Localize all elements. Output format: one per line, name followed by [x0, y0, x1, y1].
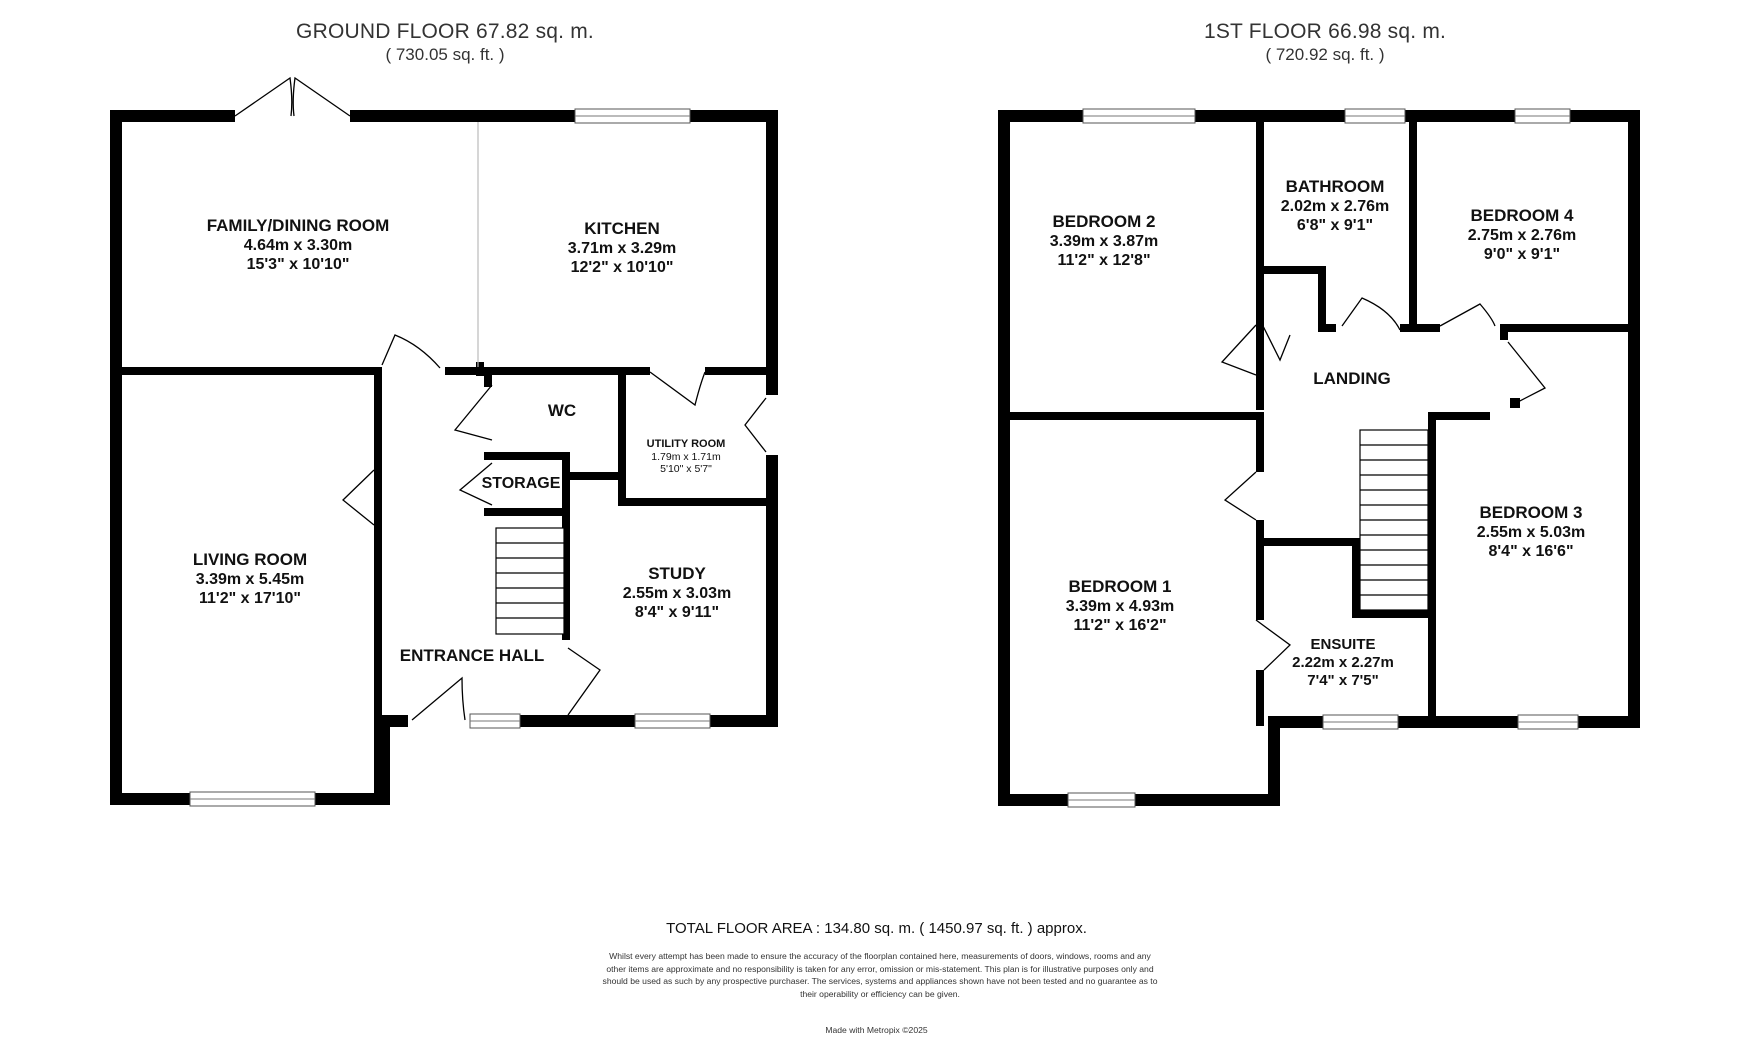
bedroom-3-imperial: 8'4" x 16'6": [1488, 543, 1574, 560]
window: [1515, 109, 1570, 123]
bedroom-4-imperial: 9'0" x 9'1": [1483, 246, 1561, 263]
window: [635, 714, 710, 728]
disclaimer-text: Whilst every attempt has been made to ensure the accuracy of the floorplan contained here, measurements of doors, windows, rooms and any other items are approximate and no responsibility is taken for any error, omission or mis-statement. This plan is for illustrative purposes only and should be used as such by any prospective purchaser. The services, systems and appliances shown have not been tested and no guarantee as to their operability or efficiency can be given.: [602, 951, 1158, 999]
bedroom-3-label: BEDROOM 3: [1479, 503, 1583, 522]
bedroom-3-metric: 2.55m x 5.03m: [1476, 524, 1586, 541]
family-dining-room-metric: 4.64m x 3.30m: [243, 237, 353, 254]
bedroom-1-metric: 3.39m x 4.93m: [1065, 598, 1175, 615]
bedroom-2-label: BEDROOM 2: [1052, 212, 1156, 231]
window: [1518, 715, 1578, 729]
window: [190, 792, 315, 806]
bathroom-imperial: 6'8" x 9'1": [1296, 217, 1374, 234]
first-floor-area-ft: ( 720.92 sq. ft. ): [1265, 45, 1385, 64]
window: [575, 109, 690, 123]
bedroom-4-metric: 2.75m x 2.76m: [1467, 227, 1577, 244]
window: [1068, 793, 1135, 807]
bathroom-metric: 2.02m x 2.76m: [1280, 198, 1390, 215]
entrance-hall-label: ENTRANCE HALL: [399, 646, 545, 665]
bedroom-4-label: BEDROOM 4: [1470, 206, 1574, 225]
bathroom-label: BATHROOM: [1285, 177, 1385, 196]
french-door-left: [235, 78, 292, 116]
living-room-label: LIVING ROOM: [192, 550, 308, 569]
living-room-metric: 3.39m x 5.45m: [195, 571, 305, 588]
wc-label: WC: [547, 401, 577, 420]
study-label: STUDY: [648, 564, 706, 583]
utility-room-metric: 1.79m x 1.71m: [651, 451, 721, 463]
total-floor-area: TOTAL FLOOR AREA : 134.80 sq. m. ( 1450.97 sq. ft. ) approx.: [666, 920, 1087, 937]
kitchen-label: KITCHEN: [584, 219, 660, 238]
bedroom-2-metric: 3.39m x 3.87m: [1049, 233, 1159, 250]
window: [1345, 109, 1405, 123]
bedroom-2-imperial: 11'2" x 12'8": [1057, 252, 1151, 269]
first-floor-plan: [998, 109, 1640, 807]
family-dining-room-imperial: 15'3" x 10'10": [246, 256, 350, 273]
ensuite-imperial: 7'4" x 7'5": [1307, 672, 1379, 689]
ground-floor-area-ft: ( 730.05 sq. ft. ): [385, 45, 505, 64]
kitchen-metric: 3.71m x 3.29m: [567, 240, 677, 257]
study-metric: 2.55m x 3.03m: [622, 585, 732, 602]
ground-floor-title: GROUND FLOOR 67.82 sq. m.: [296, 20, 594, 43]
bedroom-1-imperial: 11'2" x 16'2": [1073, 617, 1167, 634]
metropix-credit: Made with Metropix ©2025: [825, 1025, 928, 1035]
window: [1083, 109, 1195, 123]
utility-room-imperial: 5'10" x 5'7": [660, 463, 712, 475]
front-door-window: [470, 714, 520, 728]
window: [1323, 715, 1398, 729]
living-room-imperial: 11'2" x 17'10": [199, 590, 301, 607]
storage-label: STORAGE: [481, 475, 561, 492]
bedroom-1-label: BEDROOM 1: [1068, 577, 1172, 596]
first-floor-title: 1ST FLOOR 66.98 sq. m.: [1203, 20, 1447, 43]
kitchen-imperial: 12'2" x 10'10": [570, 259, 674, 276]
utility-room-label: UTILITY ROOM: [646, 438, 726, 450]
family-dining-room-label: FAMILY/DINING ROOM: [206, 216, 390, 235]
ground-floor-plan: [110, 78, 778, 806]
ensuite-label: ENSUITE: [1310, 636, 1376, 653]
landing-label: LANDING: [1313, 369, 1391, 388]
ensuite-metric: 2.22m x 2.27m: [1292, 654, 1394, 671]
study-imperial: 8'4" x 9'11": [634, 604, 720, 621]
french-door-right: [293, 78, 350, 116]
